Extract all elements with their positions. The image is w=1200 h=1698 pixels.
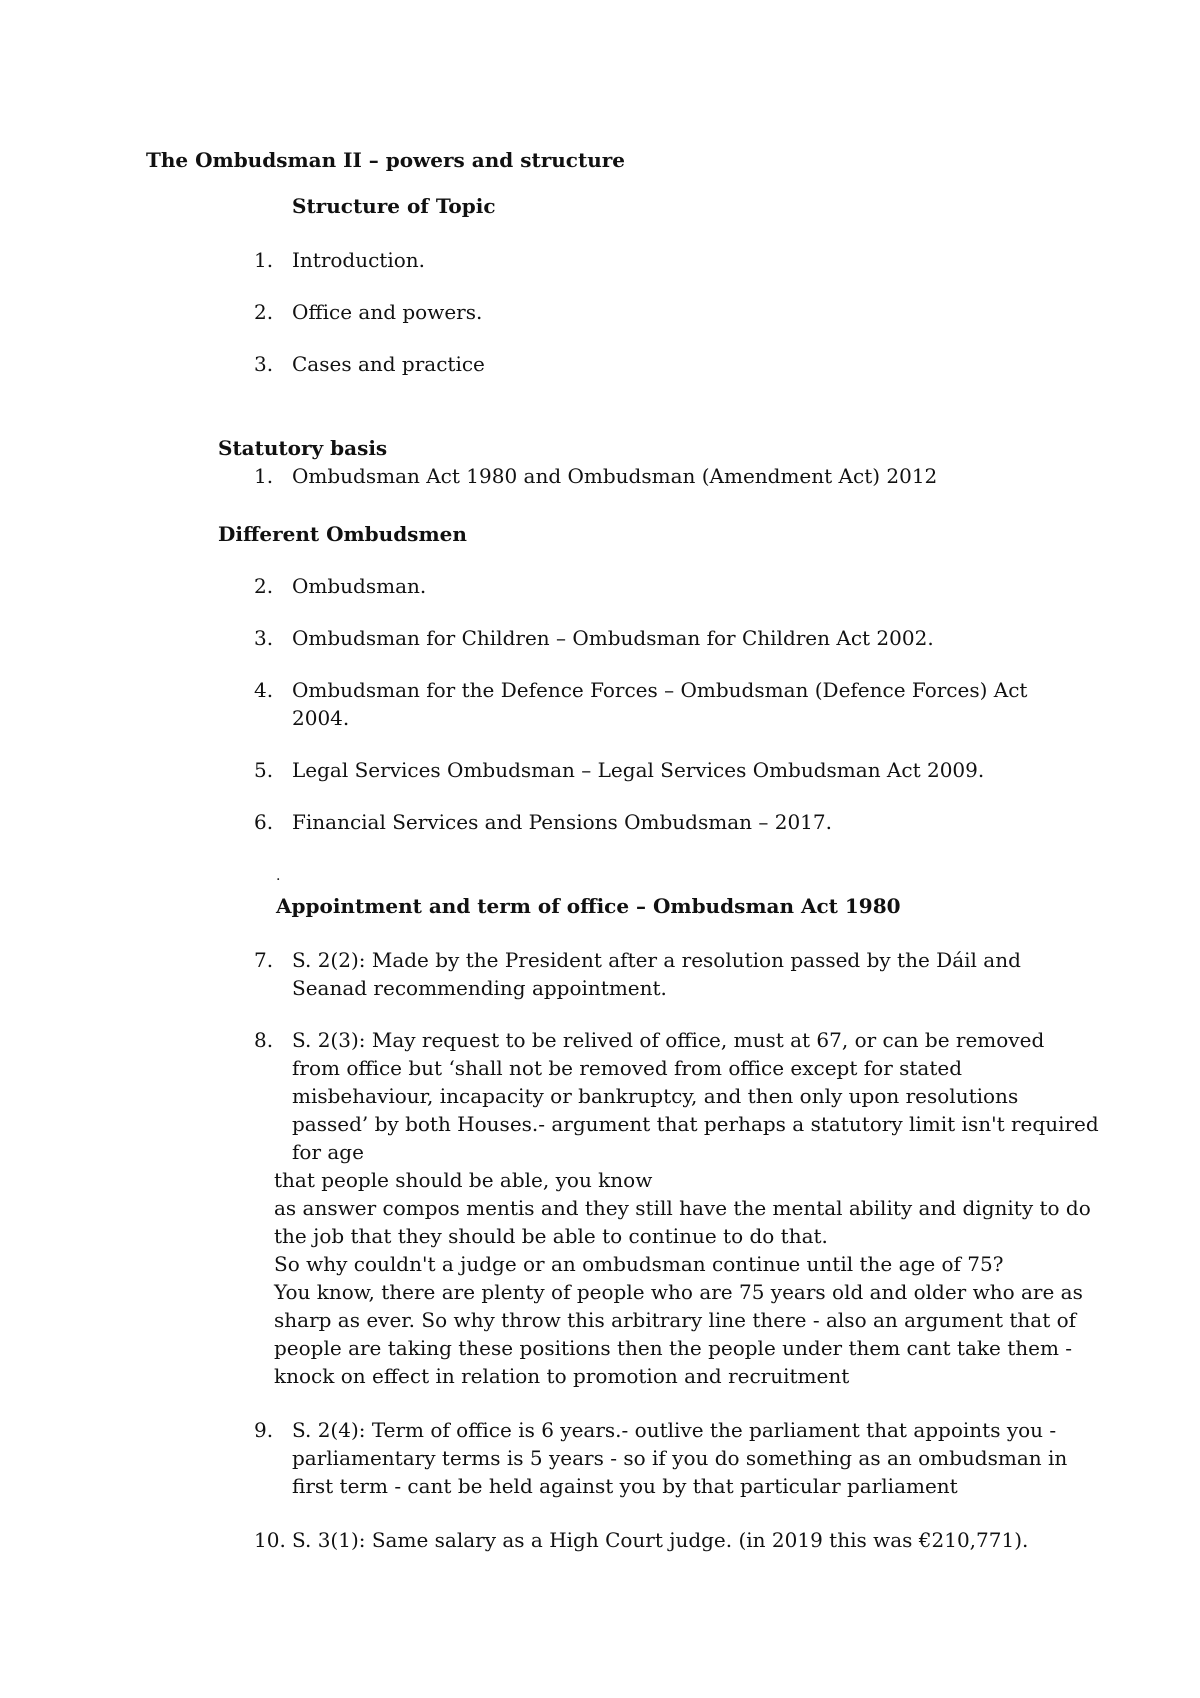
list-item-continuation: from office but ‘shall not be removed from office except for stated	[292, 1056, 963, 1080]
structure-heading: Structure of Topic	[292, 194, 496, 218]
list-number: 8.	[254, 1028, 274, 1052]
list-item-continuation: parliamentary terms is 5 years - so if you do something as an ombudsman in	[292, 1446, 1068, 1470]
list-number: 6.	[254, 810, 274, 834]
list-item: Ombudsman for Children – Ombudsman for Children Act 2002.	[292, 626, 934, 650]
list-item: Office and powers.	[292, 300, 483, 324]
list-item-continuation: Seanad recommending appointment.	[292, 976, 667, 1000]
list-item: Ombudsman Act 1980 and Ombudsman (Amendment Act) 2012	[292, 464, 938, 488]
list-number: 5.	[254, 758, 274, 782]
different-heading: Different Ombudsmen	[218, 522, 467, 546]
body-line: You know, there are plenty of people who are 75 years old and older who are as	[274, 1280, 1083, 1304]
list-item-continuation: for age	[292, 1140, 364, 1164]
list-item: S. 2(3): May request to be relived of office, must at 67, or can be removed	[292, 1028, 1045, 1052]
list-item-continuation: first term - cant be held against you by that particular parliament	[292, 1474, 958, 1498]
page-title: The Ombudsman II – powers and structure	[146, 148, 625, 172]
list-number: 4.	[254, 678, 274, 702]
list-number: 1.	[254, 464, 274, 488]
list-item: Cases and practice	[292, 352, 485, 376]
appointment-heading: Appointment and term of office – Ombudsman Act 1980	[276, 894, 901, 918]
list-number: 7.	[254, 948, 274, 972]
body-line: So why couldn't a judge or an ombudsman continue until the age of 75?	[274, 1252, 1004, 1276]
body-line: as answer compos mentis and they still have the mental ability and dignity to do	[274, 1196, 1091, 1220]
list-item: S. 2(4): Term of office is 6 years.- outlive the parliament that appoints you -	[292, 1418, 1057, 1442]
stray-mark: .	[276, 868, 281, 884]
list-item: Ombudsman for the Defence Forces – Ombudsman (Defence Forces) Act	[292, 678, 1028, 702]
list-number: 10.	[254, 1528, 286, 1552]
list-item: S. 3(1): Same salary as a High Court judge. (in 2019 this was €210,771).	[292, 1528, 1029, 1552]
body-line: that people should be able, you know	[274, 1168, 653, 1192]
list-number: 1.	[254, 248, 274, 272]
body-line: knock on effect in relation to promotion and recruitment	[274, 1364, 850, 1388]
list-item: Legal Services Ombudsman – Legal Services Ombudsman Act 2009.	[292, 758, 985, 782]
list-number: 3.	[254, 626, 274, 650]
list-number: 2.	[254, 300, 274, 324]
list-item: Financial Services and Pensions Ombudsman – 2017.	[292, 810, 832, 834]
statutory-heading: Statutory basis	[218, 436, 388, 460]
list-item: Ombudsman.	[292, 574, 427, 598]
body-line: people are taking these positions then the people under them cant take them -	[274, 1336, 1073, 1360]
list-item-continuation: 2004.	[292, 706, 350, 730]
list-item-continuation: misbehaviour, incapacity or bankruptcy, and then only upon resolutions	[292, 1084, 1019, 1108]
body-line: the job that they should be able to continue to do that.	[274, 1224, 828, 1248]
list-item-continuation: passed’ by both Houses.- argument that perhaps a statutory limit isn't required	[292, 1112, 1099, 1136]
list-item: S. 2(2): Made by the President after a resolution passed by the Dáil and	[292, 948, 1021, 972]
body-line: sharp as ever. So why throw this arbitrary line there - also an argument that of	[274, 1308, 1077, 1332]
list-number: 9.	[254, 1418, 274, 1442]
list-number: 2.	[254, 574, 274, 598]
list-item: Introduction.	[292, 248, 426, 272]
list-number: 3.	[254, 352, 274, 376]
